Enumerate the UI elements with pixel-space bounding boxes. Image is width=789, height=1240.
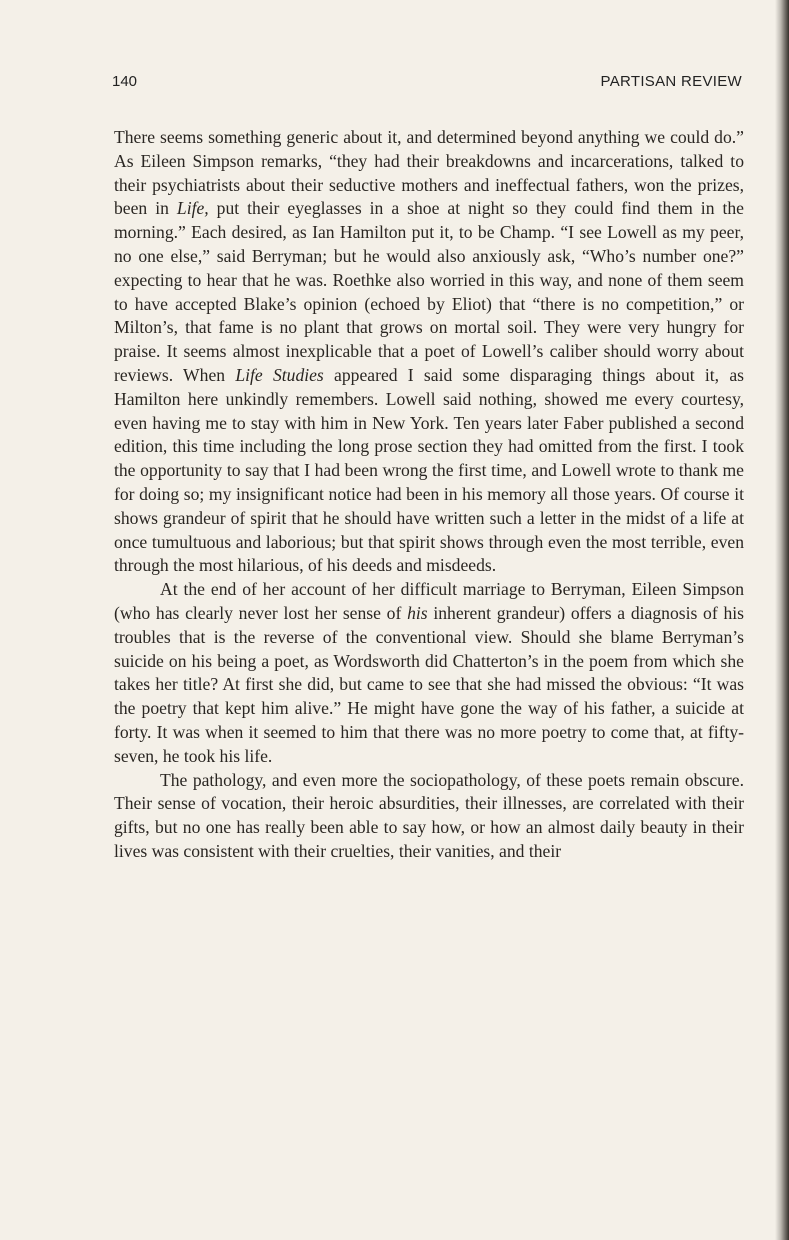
body-text xyxy=(114,126,744,864)
page-binding-shadow xyxy=(775,0,789,1240)
paragraph-2 xyxy=(114,578,744,768)
page-header xyxy=(112,73,742,95)
paragraph-1 xyxy=(114,126,744,578)
page-number: 140 xyxy=(112,73,138,90)
text-segment: appeared I said some disparaging things about it, as Hamilton here unkindly remembers. Lowell said nothing, showed me every courtesy, even having me to stay with him in New York. Ten years later Faber published a second edition, this time including the long prose section they had omitted from the first. I took the opportunity to say that I had been wrong the first time, and Lowell wrote to thank me for doing so; my insignificant notice had been in his memory all those years. Of course it shows grandeur of spirit that he should have written such a letter in the midst of a life at once tumultuous and laborious; but that spirit shows through even the most terrible, even through the most hilarious, of his deeds and misdeeds. xyxy=(114,364,744,576)
text-segment: inherent grandeur) offers a diagnosis of his troubles that is the reverse of the conventional view. Should she blame Berryman’s suicide on his being a poet, as Wordsworth did Chatterton’s in the poem from which she takes her title? At first she did, but came to see that she had missed the obvious: “It was the poetry that kept him alive.” He might have gone the way of his father, a suicide at forty. It was when it seemed to him that there was no more poetry to come that, at fifty-seven, he took his life. xyxy=(114,602,744,766)
italic-title-life-studies: Life Studies xyxy=(235,364,324,385)
paragraph-3 xyxy=(114,769,744,864)
running-head: PARTISAN REVIEW xyxy=(600,73,742,90)
italic-title-life: Life, xyxy=(176,198,209,219)
text-segment: At the end of her account of her difficult marriage to Berryman, Eileen Simpson (who has clearly never lost her sense of xyxy=(114,579,744,623)
text-segment: There seems something generic about it, and determined beyond anything we could do.” As Eileen Simpson remarks, “they had their breakdowns and incarcerations, talked to their psychiatrists about their seductive mothers and ineffectual fathers, won the prizes, been in xyxy=(114,127,744,219)
italic-his: his xyxy=(407,602,428,623)
text-segment: The pathology, and even more the sociopathology, of these poets remain obscure. Their sense of vocation, their heroic absurdities, their illnesses, are correlated with their gifts, but no one has really been able to say how, or how an almost daily beauty in their lives was consistent with their cruelties, their vanities, and their xyxy=(114,769,744,861)
text-segment: put their eyeglasses in a shoe at night so they could find them in the morning.” Each desired, as Ian Hamilton put it, to be Champ. “I see Lowell as my peer, no one else,” said Berryman; but he would also anxiously ask, “Who’s number one?” expecting to hear that he was. Roethke also worried in this way, and none of them seem to have accepted Blake’s opinion (echoed by Eliot) that “there is no competition,” or Milton’s, that fame is no plant that grows on mortal soil. They were very hungry for praise. It seems almost inexplicable that a poet of Lowell’s caliber should worry about reviews. When xyxy=(114,198,744,385)
